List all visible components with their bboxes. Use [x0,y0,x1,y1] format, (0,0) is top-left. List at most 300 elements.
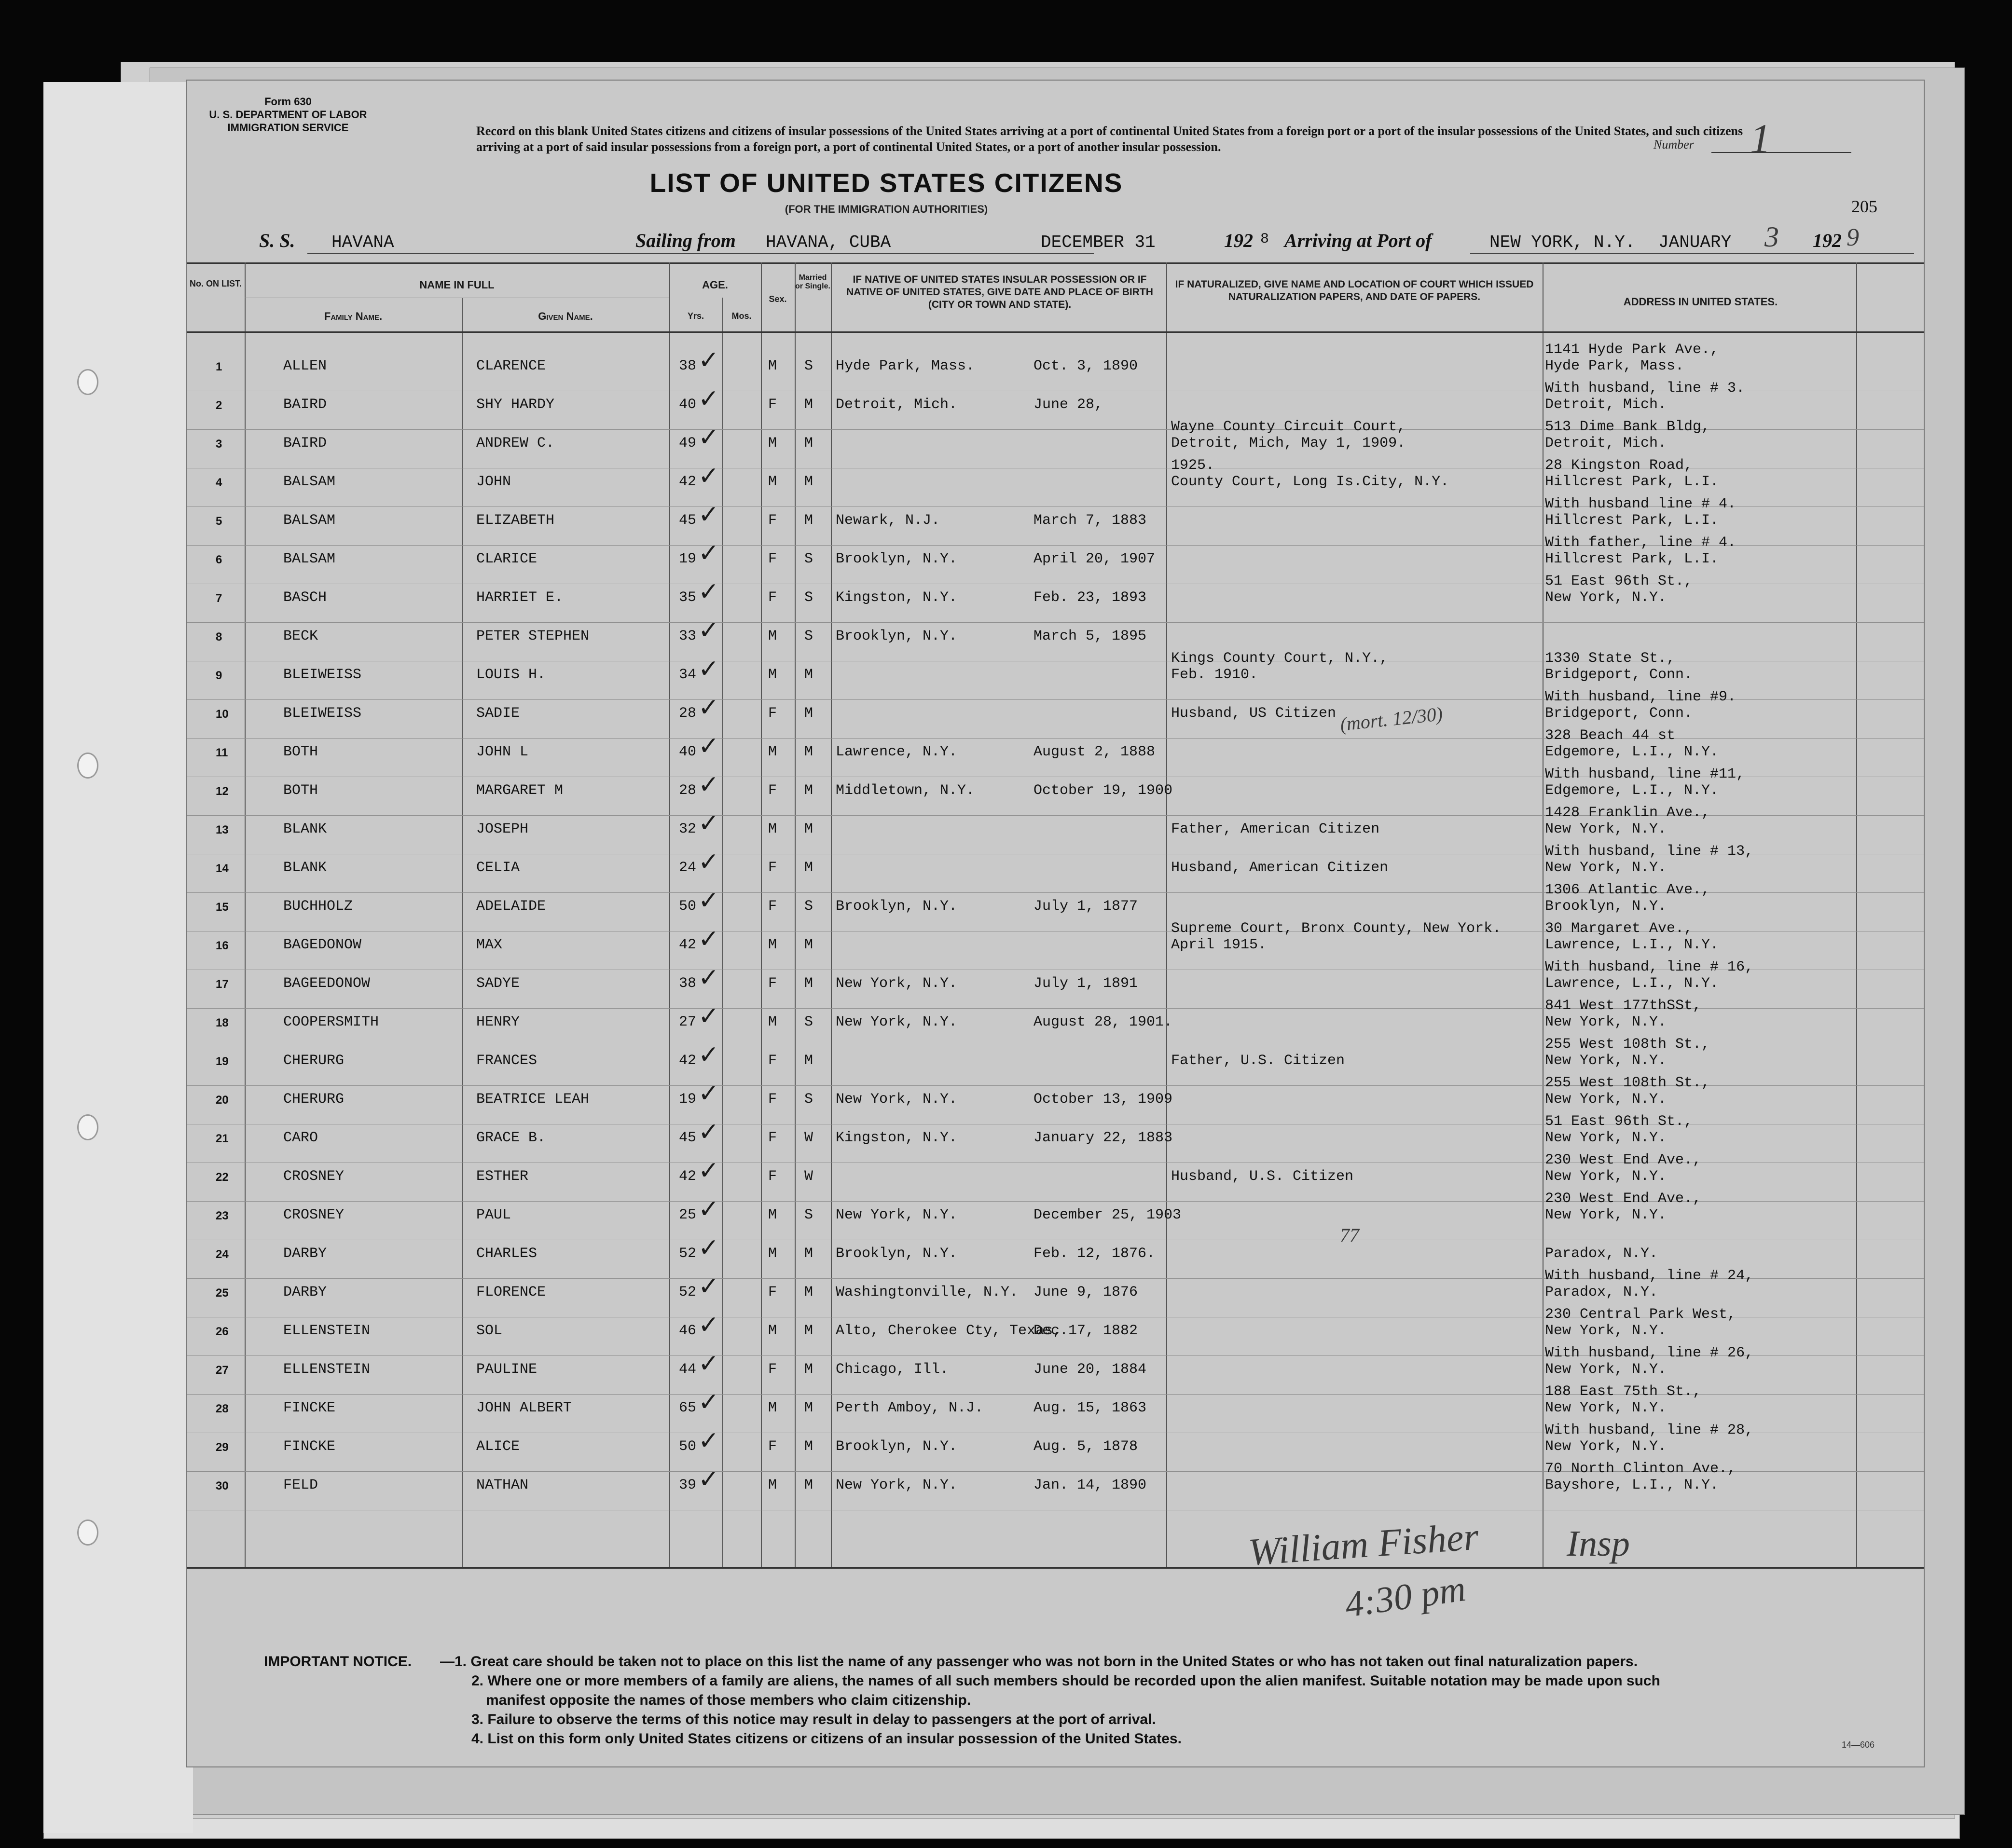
birth-date-cell: March 5, 1895 [1034,628,1147,644]
sex-cell: M [768,1246,777,1262]
family-name-cell: CARO [283,1130,318,1146]
arrival-port: NEW YORK, N.Y. [1489,233,1636,252]
family-name-cell: BOTH [283,782,318,799]
birth-date-cell: Jan. 14, 1890 [1034,1477,1147,1493]
given-name-cell: SOL [476,1323,503,1339]
line-number-cell: 13 [216,823,229,836]
page-margin [43,82,193,1833]
marital-status-cell: S [804,589,813,606]
col-header-family: Family Name. [324,310,383,322]
naturalization-court-cell: Wayne County Circuit Court, [1171,419,1406,435]
line-number-cell: 29 [216,1441,229,1454]
address-line1-cell: 230 Central Park West, [1545,1306,1736,1323]
family-name-cell: BALSAM [283,551,336,567]
birth-place-cell: New York, N.Y. [836,975,958,992]
line-number-cell: 30 [216,1479,229,1492]
family-name-cell: BLANK [283,821,327,837]
given-name-cell: HENRY [476,1014,520,1030]
age-years-cell: 52 [679,1284,697,1300]
family-name-cell: CROSNEY [283,1207,345,1223]
sex-cell: F [768,1168,777,1185]
age-years-cell: 19 [679,551,697,567]
address-line2-cell: New York, N.Y. [1545,1053,1667,1069]
table-bottom-rule [187,1567,1924,1569]
family-name-cell: BAGEEDONOW [283,975,371,992]
birth-place-cell: New York, N.Y. [836,1207,958,1223]
check-mark-icon: ✓ [698,1426,719,1455]
col-header-sex: Sex. [769,294,787,304]
address-line1-cell: 1306 Atlantic Ave., [1545,882,1710,898]
family-name-cell: BALSAM [283,474,336,490]
birth-date-cell: July 1, 1891 [1034,975,1138,992]
address-line1-cell: With father, line # 4. [1545,534,1736,551]
age-years-cell: 40 [679,744,697,760]
naturalization-detail-cell: Husband, American Citizen [1171,860,1389,876]
family-name-cell: BLANK [283,860,327,876]
age-years-cell: 52 [679,1246,697,1262]
line-number-cell: 20 [216,1094,229,1107]
marital-status-cell: S [804,551,813,567]
notice-item: 4. List on this form only United States citizens or citizens of an insular possession of the United States. [471,1731,1182,1747]
family-name-cell: DARBY [283,1246,327,1262]
year-suffix: 8 [1260,231,1269,247]
punch-hole [77,369,98,395]
page-title: LIST OF UNITED STATES CITIZENS [649,168,1123,198]
arrival-day: 3 [1764,221,1779,253]
given-name-cell: JOHN ALBERT [476,1400,572,1416]
check-mark-icon: ✓ [698,770,719,799]
family-name-cell: CHERURG [283,1091,345,1108]
naturalization-detail-cell: Father, U.S. Citizen [1171,1053,1345,1069]
sailing-from-label: Sailing from [635,230,736,251]
column-divider [669,262,670,1567]
print-code: 14—606 [1842,1740,1875,1750]
address-line1-cell: 1141 Hyde Park Ave., [1545,342,1719,358]
address-line2-cell: New York, N.Y. [1545,589,1667,606]
line-number-cell: 17 [216,978,229,991]
department-name: U. S. DEPARTMENT OF LABOR [209,109,367,121]
given-name-cell: MARGARET M [476,782,564,799]
given-name-cell: NATHAN [476,1477,529,1493]
age-years-cell: 38 [679,358,697,374]
age-years-cell: 35 [679,589,697,606]
given-name-cell: HARRIET E. [476,589,564,606]
marital-status-cell: M [804,1284,813,1300]
address-line1-cell: 70 North Clinton Ave., [1545,1461,1736,1477]
arrival-year-prefix: 192 [1813,230,1842,251]
birth-date-cell: August 28, 1901. [1034,1014,1173,1030]
birth-date-cell: Aug. 5, 1878 [1034,1438,1138,1455]
sex-cell: F [768,397,777,413]
family-name-cell: DARBY [283,1284,327,1300]
check-mark-icon: ✓ [698,384,719,413]
line-number-cell: 19 [216,1055,229,1068]
birth-date-cell: Feb. 23, 1893 [1034,589,1147,606]
family-name-cell: BOTH [283,744,318,760]
address-line1-cell: With husband, line # 3. [1545,380,1745,397]
address-line2-cell: New York, N.Y. [1545,1438,1667,1455]
naturalization-detail-cell: Detroit, Mich, May 1, 1909. [1171,435,1406,452]
sex-cell: F [768,512,777,529]
address-line2-cell: Detroit, Mich. [1545,397,1667,413]
punch-hole [77,1519,98,1546]
sex-cell: M [768,1323,777,1339]
birth-place-cell: Brooklyn, N.Y. [836,551,958,567]
marital-status-cell: M [804,397,813,413]
arrival-underline [1470,253,1914,254]
marital-status-cell: M [804,821,813,837]
address-line2-cell: New York, N.Y. [1545,1323,1667,1339]
birth-date-cell: June 20, 1884 [1034,1361,1147,1378]
family-name-cell: COOPERSMITH [283,1014,379,1030]
service-name: IMMIGRATION SERVICE [227,122,349,134]
page-subtitle: (FOR THE IMMIGRATION AUTHORITIES) [785,203,988,215]
address-line1-cell: 51 East 96th St., [1545,573,1693,589]
sex-cell: F [768,1091,777,1108]
given-name-cell: JOSEPH [476,821,529,837]
address-line2-cell: New York, N.Y. [1545,860,1667,876]
address-line1-cell: 230 West End Ave., [1545,1191,1702,1207]
age-years-cell: 42 [679,1168,697,1185]
sex-cell: F [768,705,777,722]
address-line2-cell: Edgemore, L.I., N.Y. [1545,782,1719,799]
check-mark-icon: ✓ [698,809,719,838]
line-number-cell: 18 [216,1016,229,1029]
line-number-cell: 22 [216,1171,229,1184]
age-years-cell: 28 [679,782,697,799]
age-years-cell: 27 [679,1014,697,1030]
family-name-cell: BUCHHOLZ [283,898,353,915]
row-marker: 77 [1340,1224,1359,1246]
marital-status-cell: M [804,860,813,876]
address-line2-cell: New York, N.Y. [1545,1130,1667,1146]
col-header-name: NAME IN FULL [419,279,495,291]
col-header-naturalized: IF NATURALIZED, GIVE NAME AND LOCATION OF COURT WHICH ISSUED NATURALIZATION PAPERS, AND DATE OF PAPERS. [1175,279,1534,302]
form-instructions: Record on this blank United States citizens and citizens of insular possessions of the United States arriving at a port of continental United States from a foreign port or a port of the insular possessions of the United States, and such citizens arriving at a port of said insular possessions from a foreign port, a port of continental United States, or a port of another insular possession. [476,124,1743,154]
address-line1-cell: 230 West End Ave., [1545,1152,1702,1168]
birth-date-cell: August 2, 1888 [1034,744,1156,760]
page-number: 205 [1851,197,1877,216]
given-name-cell: JOHN L [476,744,529,760]
sex-cell: M [768,474,777,490]
ship-name: HAVANA [331,233,394,252]
line-number-cell: 4 [216,476,222,489]
sex-cell: M [768,667,777,683]
birth-date-cell: December 25, 1903 [1034,1207,1182,1223]
notice-item: —1. Great care should be taken not to place on this list the name of any passenger who was not born in the United States or who has not taken out final naturalization papers. [440,1654,1638,1670]
family-name-cell: BECK [283,628,318,644]
address-line1-cell: 28 Kingston Road, [1545,457,1693,474]
marital-status-cell: S [804,1207,813,1223]
address-line2-cell: Lawrence, L.I., N.Y. [1545,975,1719,992]
birth-place-cell: Brooklyn, N.Y. [836,628,958,644]
age-years-cell: 49 [679,435,697,452]
check-mark-icon: ✓ [698,886,719,915]
check-mark-icon: ✓ [698,848,719,876]
given-name-cell: PAULINE [476,1361,537,1378]
arriving-label: Arriving at Port of [1284,230,1432,251]
header-rule [187,331,1924,333]
age-years-cell: 33 [679,628,697,644]
family-name-cell: BAGEDONOW [283,937,362,953]
given-name-cell: ESTHER [476,1168,529,1185]
naturalization-detail-cell: Husband, US Citizen [1171,705,1337,722]
line-number-cell: 8 [216,630,222,643]
given-name-cell: FLORENCE [476,1284,546,1300]
address-line2-cell: New York, N.Y. [1545,1168,1667,1185]
address-line2-cell: Detroit, Mich. [1545,435,1667,452]
check-mark-icon: ✓ [698,1079,719,1108]
check-mark-icon: ✓ [698,462,719,491]
sex-cell: M [768,1400,777,1416]
citizens-list-form [186,80,1925,1767]
birth-place-cell: Detroit, Mich. [836,397,958,413]
sex-cell: M [768,1477,777,1493]
birth-date-cell: Dec.17, 1882 [1034,1323,1138,1339]
inspector-signature: William Fisher [1247,1515,1480,1574]
check-mark-icon: ✓ [698,1002,719,1031]
given-name-cell: CLARICE [476,551,537,567]
age-years-cell: 38 [679,975,697,992]
check-mark-icon: ✓ [698,963,719,992]
address-line2-cell: New York, N.Y. [1545,1207,1667,1223]
given-name-cell: PAUL [476,1207,511,1223]
col-header-no: No. ON LIST. [190,279,242,288]
given-name-cell: SADIE [476,705,520,722]
given-name-cell: BEATRICE LEAH [476,1091,590,1108]
given-name-cell: LOUIS H. [476,667,546,683]
family-name-cell: BALSAM [283,512,336,529]
line-number-cell: 10 [216,708,229,721]
number-underline [1711,152,1851,153]
marital-status-cell: M [804,435,813,452]
given-name-cell: JOHN [476,474,511,490]
check-mark-icon: ✓ [698,500,719,529]
address-line2-cell: Paradox, N.Y. [1545,1284,1658,1300]
marital-status-cell: S [804,1014,813,1030]
naturalization-court-cell: Supreme Court, Bronx County, New York. [1171,920,1502,937]
citizens-table [187,262,1924,264]
address-line2-cell: Hillcrest Park, L.I. [1545,474,1719,490]
line-number-cell: 27 [216,1364,229,1377]
col-header-yrs: Yrs. [687,311,704,321]
birth-place-cell: Brooklyn, N.Y. [836,898,958,915]
address-line1-cell: With husband, line #9. [1545,689,1736,705]
marital-status-cell: W [804,1168,813,1185]
birth-place-cell: Lawrence, N.Y. [836,744,958,760]
line-number-cell: 2 [216,399,222,412]
check-mark-icon: ✓ [698,1233,719,1262]
age-years-cell: 19 [679,1091,697,1108]
address-line1-cell: 51 East 96th St., [1545,1113,1693,1130]
check-mark-icon: ✓ [698,577,719,606]
naturalization-detail-cell: County Court, Long Is.City, N.Y. [1171,474,1449,490]
sex-cell: F [768,1284,777,1300]
age-years-cell: 50 [679,898,697,915]
birth-date-cell: April 20, 1907 [1034,551,1156,567]
line-number-cell: 26 [216,1325,229,1338]
line-number-cell: 23 [216,1209,229,1222]
check-mark-icon: ✓ [698,1465,719,1494]
line-number-cell: 3 [216,438,222,451]
family-name-cell: BAIRD [283,397,327,413]
col-header-mos: Mos. [731,311,752,321]
marital-status-cell: M [804,937,813,953]
address-line2-cell: New York, N.Y. [1545,1014,1667,1030]
age-years-cell: 39 [679,1477,697,1493]
naturalization-detail-cell: Father, American Citizen [1171,821,1380,837]
marital-status-cell: M [804,667,813,683]
given-name-cell: MAX [476,937,503,953]
sex-cell: M [768,744,777,760]
check-mark-icon: ✓ [698,693,719,722]
sex-cell: M [768,821,777,837]
naturalization-court-cell: Kings County Court, N.Y., [1171,650,1389,667]
birth-place-cell: Kingston, N.Y. [836,1130,958,1146]
birth-place-cell: Chicago, Ill. [836,1361,949,1378]
line-number-cell: 25 [216,1287,229,1300]
family-name-cell: FINCKE [283,1400,336,1416]
address-line1-cell: With husband line # 4. [1545,496,1736,512]
line-number-cell: 21 [216,1132,229,1145]
naturalization-detail-cell: April 1915. [1171,937,1267,953]
sex-cell: M [768,435,777,452]
marital-status-cell: M [804,782,813,799]
marital-status-cell: S [804,628,813,644]
from-underline [756,253,1094,254]
departure-port: HAVANA, CUBA [766,233,891,252]
birth-place-cell: Brooklyn, N.Y. [836,1438,958,1455]
address-line1-cell: With husband, line # 24, [1545,1268,1754,1284]
column-divider [795,262,796,1567]
marital-status-cell: M [804,1323,813,1339]
birth-date-cell: Oct. 3, 1890 [1034,358,1138,374]
number-label: Number [1654,137,1694,151]
given-name-cell: CLARENCE [476,358,546,374]
marital-status-cell: M [804,1400,813,1416]
line-number-cell: 7 [216,592,222,605]
age-years-cell: 44 [679,1361,697,1378]
family-name-cell: BLEIWEISS [283,667,362,683]
address-line2-cell: Hillcrest Park, L.I. [1545,512,1719,529]
sex-cell: F [768,898,777,915]
column-divider [1166,262,1167,1567]
check-mark-icon: ✓ [698,1272,719,1301]
check-mark-icon: ✓ [698,1118,719,1147]
sex-cell: F [768,975,777,992]
sex-cell: M [768,1014,777,1030]
address-line2-cell: Edgemore, L.I., N.Y. [1545,744,1719,760]
age-years-cell: 50 [679,1438,697,1455]
address-line1-cell: With husband, line # 28, [1545,1422,1754,1438]
sex-cell: M [768,937,777,953]
line-number-cell: 1 [216,360,222,373]
birth-place-cell: Brooklyn, N.Y. [836,1246,958,1262]
column-divider [245,262,246,1567]
marital-status-cell: M [804,1053,813,1069]
address-line2-cell: Hillcrest Park, L.I. [1545,551,1719,567]
notice-heading: IMPORTANT NOTICE. [264,1654,412,1670]
line-number-cell: 12 [216,785,229,798]
birth-date-cell: June 28, [1034,397,1103,413]
birth-place-cell: Perth Amboy, N.J. [836,1400,984,1416]
address-line1-cell: 328 Beach 44 st [1545,727,1676,744]
marital-status-cell: S [804,1091,813,1108]
family-name-cell: ELLENSTEIN [283,1361,371,1378]
birth-date-cell: July 1, 1877 [1034,898,1138,915]
notice-item: 2. Where one or more members of a family are aliens, the names of all such members should be recorded upon the alien manifest. Suitable notation may be made upon such [471,1673,1660,1689]
marital-status-cell: M [804,1361,813,1378]
check-mark-icon: ✓ [698,1195,719,1224]
birth-date-cell: Aug. 15, 1863 [1034,1400,1147,1416]
family-name-cell: FINCKE [283,1438,336,1455]
column-divider [831,262,832,1567]
address-line2-cell: Paradox, N.Y. [1545,1246,1658,1262]
line-number-cell: 24 [216,1248,229,1261]
column-divider [722,298,723,1567]
check-mark-icon: ✓ [698,1388,719,1417]
address-line1-cell: With husband, line # 26, [1545,1345,1754,1361]
given-name-cell: ANDREW C. [476,435,555,452]
birth-date-cell: October 19, 1900 [1034,782,1173,799]
inspector-title: Insp [1567,1523,1630,1564]
address-line1-cell: 255 West 108th St., [1545,1036,1710,1053]
naturalization-court-cell: 1925. [1171,457,1215,474]
check-mark-icon: ✓ [698,1311,719,1340]
sex-cell: F [768,1130,777,1146]
sex-cell: M [768,1207,777,1223]
age-years-cell: 45 [679,1130,697,1146]
address-line2-cell: New York, N.Y. [1545,1361,1667,1378]
given-name-cell: ELIZABETH [476,512,555,529]
birth-place-cell: Middletown, N.Y. [836,782,975,799]
col-header-address: ADDRESS IN UNITED STATES. [1623,296,1778,308]
marital-status-cell: M [804,512,813,529]
birth-place-cell: New York, N.Y. [836,1014,958,1030]
address-line1-cell: 30 Margaret Ave., [1545,920,1693,937]
age-years-cell: 32 [679,821,697,837]
row-rule [187,622,1924,623]
age-years-cell: 42 [679,937,697,953]
line-number-cell: 6 [216,553,222,566]
line-number-cell: 5 [216,515,222,528]
birth-place-cell: New York, N.Y. [836,1477,958,1493]
family-name-cell: BASCH [283,589,327,606]
address-line2-cell: Lawrence, L.I., N.Y. [1545,937,1719,953]
punch-hole [77,753,98,779]
address-line2-cell: New York, N.Y. [1545,821,1667,837]
sex-cell: F [768,1053,777,1069]
naturalization-detail-cell: Feb. 1910. [1171,667,1258,683]
marital-status-cell: M [804,705,813,722]
list-number: 1 [1750,115,1771,162]
check-mark-icon: ✓ [698,1349,719,1378]
given-name-cell: SADYE [476,975,520,992]
naturalization-detail-cell: Husband, U.S. Citizen [1171,1168,1354,1185]
departure-date: DECEMBER 31 [1041,233,1156,252]
line-number-cell: 16 [216,939,229,952]
family-name-cell: BAIRD [283,435,327,452]
sex-cell: F [768,782,777,799]
address-line1-cell: 188 East 75th St., [1545,1383,1702,1400]
age-years-cell: 34 [679,667,697,683]
family-name-cell: ALLEN [283,358,327,374]
address-line1-cell: 513 Dime Bank Bldg, [1545,419,1710,435]
col-header-given: Given Name. [538,310,593,322]
marital-status-cell: M [804,1477,813,1493]
col-header-birth: IF NATIVE OF UNITED STATES INSULAR POSSESSION OR IF NATIVE OF UNITED STATES, GIVE DATE AND PLACE OF BIRTH (CITY OR TOWN AND STATE). [846,274,1153,310]
ship-underline [307,253,790,254]
